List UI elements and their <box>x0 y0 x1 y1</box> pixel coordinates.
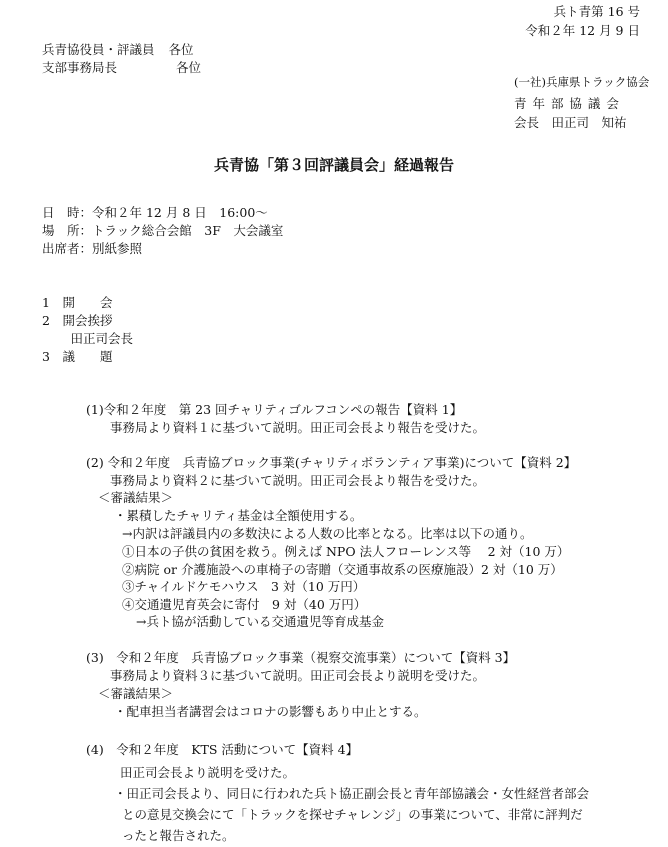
item2-result-label: ＜審議結果＞ <box>98 490 174 505</box>
item2-line: ①日本の子供の貧困を救う。例えば NPO 法人フローレンス等 2 対（10 万） <box>122 544 570 559</box>
recipient-honorific: 各位 <box>176 60 202 75</box>
recipient-name: 兵青協役員・評議員 <box>42 42 155 57</box>
item1-heading: (1)令和２年度 第 23 回チャリティゴルフコンペの報告【資料 1】 <box>86 402 463 417</box>
sender-person: 会長 田正司 知祐 <box>514 115 627 130</box>
item2-line: ④交通遺児育英会に寄付 9 対（40 万円） <box>122 597 367 612</box>
item2-line: ②病院 or 介護施設への車椅子の寄贈（交通事故系の医療施設）2 対（10 万） <box>122 562 563 577</box>
recipient-honorific: 各位 <box>168 42 194 57</box>
item1-body: 事務局より資料１に基づいて説明。田正司会長より報告を受けた。 <box>110 420 486 435</box>
recipient-2 <box>42 60 201 75</box>
item4-line: との意見交換会にて「トラックを探せチャレンジ」の事業について、非常に評判だ <box>122 807 583 822</box>
agenda-item-1: 1 開 会 <box>42 295 113 310</box>
item2-body: 事務局より資料２に基づいて説明。田正司会長より報告を受けた。 <box>110 473 486 488</box>
document-number: 兵ト青第 16 号 <box>553 4 640 19</box>
item3-result-label: ＜審議結果＞ <box>98 686 174 701</box>
item2-line: →兵ト協が活動している交通遺児等育成基金 <box>136 614 384 629</box>
page-title: 兵青協「第３回評議員会」経過報告 <box>213 156 454 174</box>
agenda-item-2-speaker: 田正司会長 <box>58 331 134 346</box>
item4-heading: (4) 令和２年度 KTS 活動について【資料 4】 <box>86 742 359 757</box>
agenda-item-2: 2 開会挨拶 <box>42 313 113 328</box>
meeting-attendees: 出席者：別紙参照 <box>42 241 143 256</box>
recipient-name: 支部事務局長 <box>42 60 118 75</box>
item4-line: ・田正司会長より、同日に行われた兵ト協正副会長と青年部協議会・女性経営者部会 <box>114 786 590 801</box>
item2-line: ③チャイルドケモハウス 3 対（10 万円） <box>122 579 366 594</box>
item3-line: ・配車担当者講習会はコロナの影響もあり中止とする。 <box>114 704 427 719</box>
item4-line: ったと報告された。 <box>122 828 235 843</box>
item2-heading: (2) 令和２年度 兵青協ブロック事業(チャリティボランティア事業)について【資料 2】 <box>86 455 577 470</box>
item3-body: 事務局より資料３に基づいて説明。田正司会長より説明を受けた。 <box>110 668 486 683</box>
sender-department: 青 年 部 協 議 会 <box>514 96 620 111</box>
document-date: 令和２年 12 月 9 日 <box>525 23 640 38</box>
sender-organization: (一社)兵庫県トラック協会 <box>514 75 650 89</box>
item3-heading: (3) 令和２年度 兵青協ブロック事業（視察交流事業）について【資料 3】 <box>86 650 516 665</box>
item4-body: 田正司会長より説明を受けた。 <box>120 765 296 780</box>
item2-line: ・累積したチャリティ基金は全額使用する。 <box>114 508 363 523</box>
meeting-location: 場 所：トラック総合会館 3F 大会議室 <box>42 223 284 238</box>
item2-line: →内訳は評議員内の多数決による人数の比率となる。比率は以下の通り。 <box>122 526 533 541</box>
recipient-1 <box>42 42 194 57</box>
meeting-datetime: 日 時：令和２年 12 月 8 日 16:00～ <box>42 205 268 220</box>
agenda-item-3: 3 議 題 <box>42 349 113 364</box>
